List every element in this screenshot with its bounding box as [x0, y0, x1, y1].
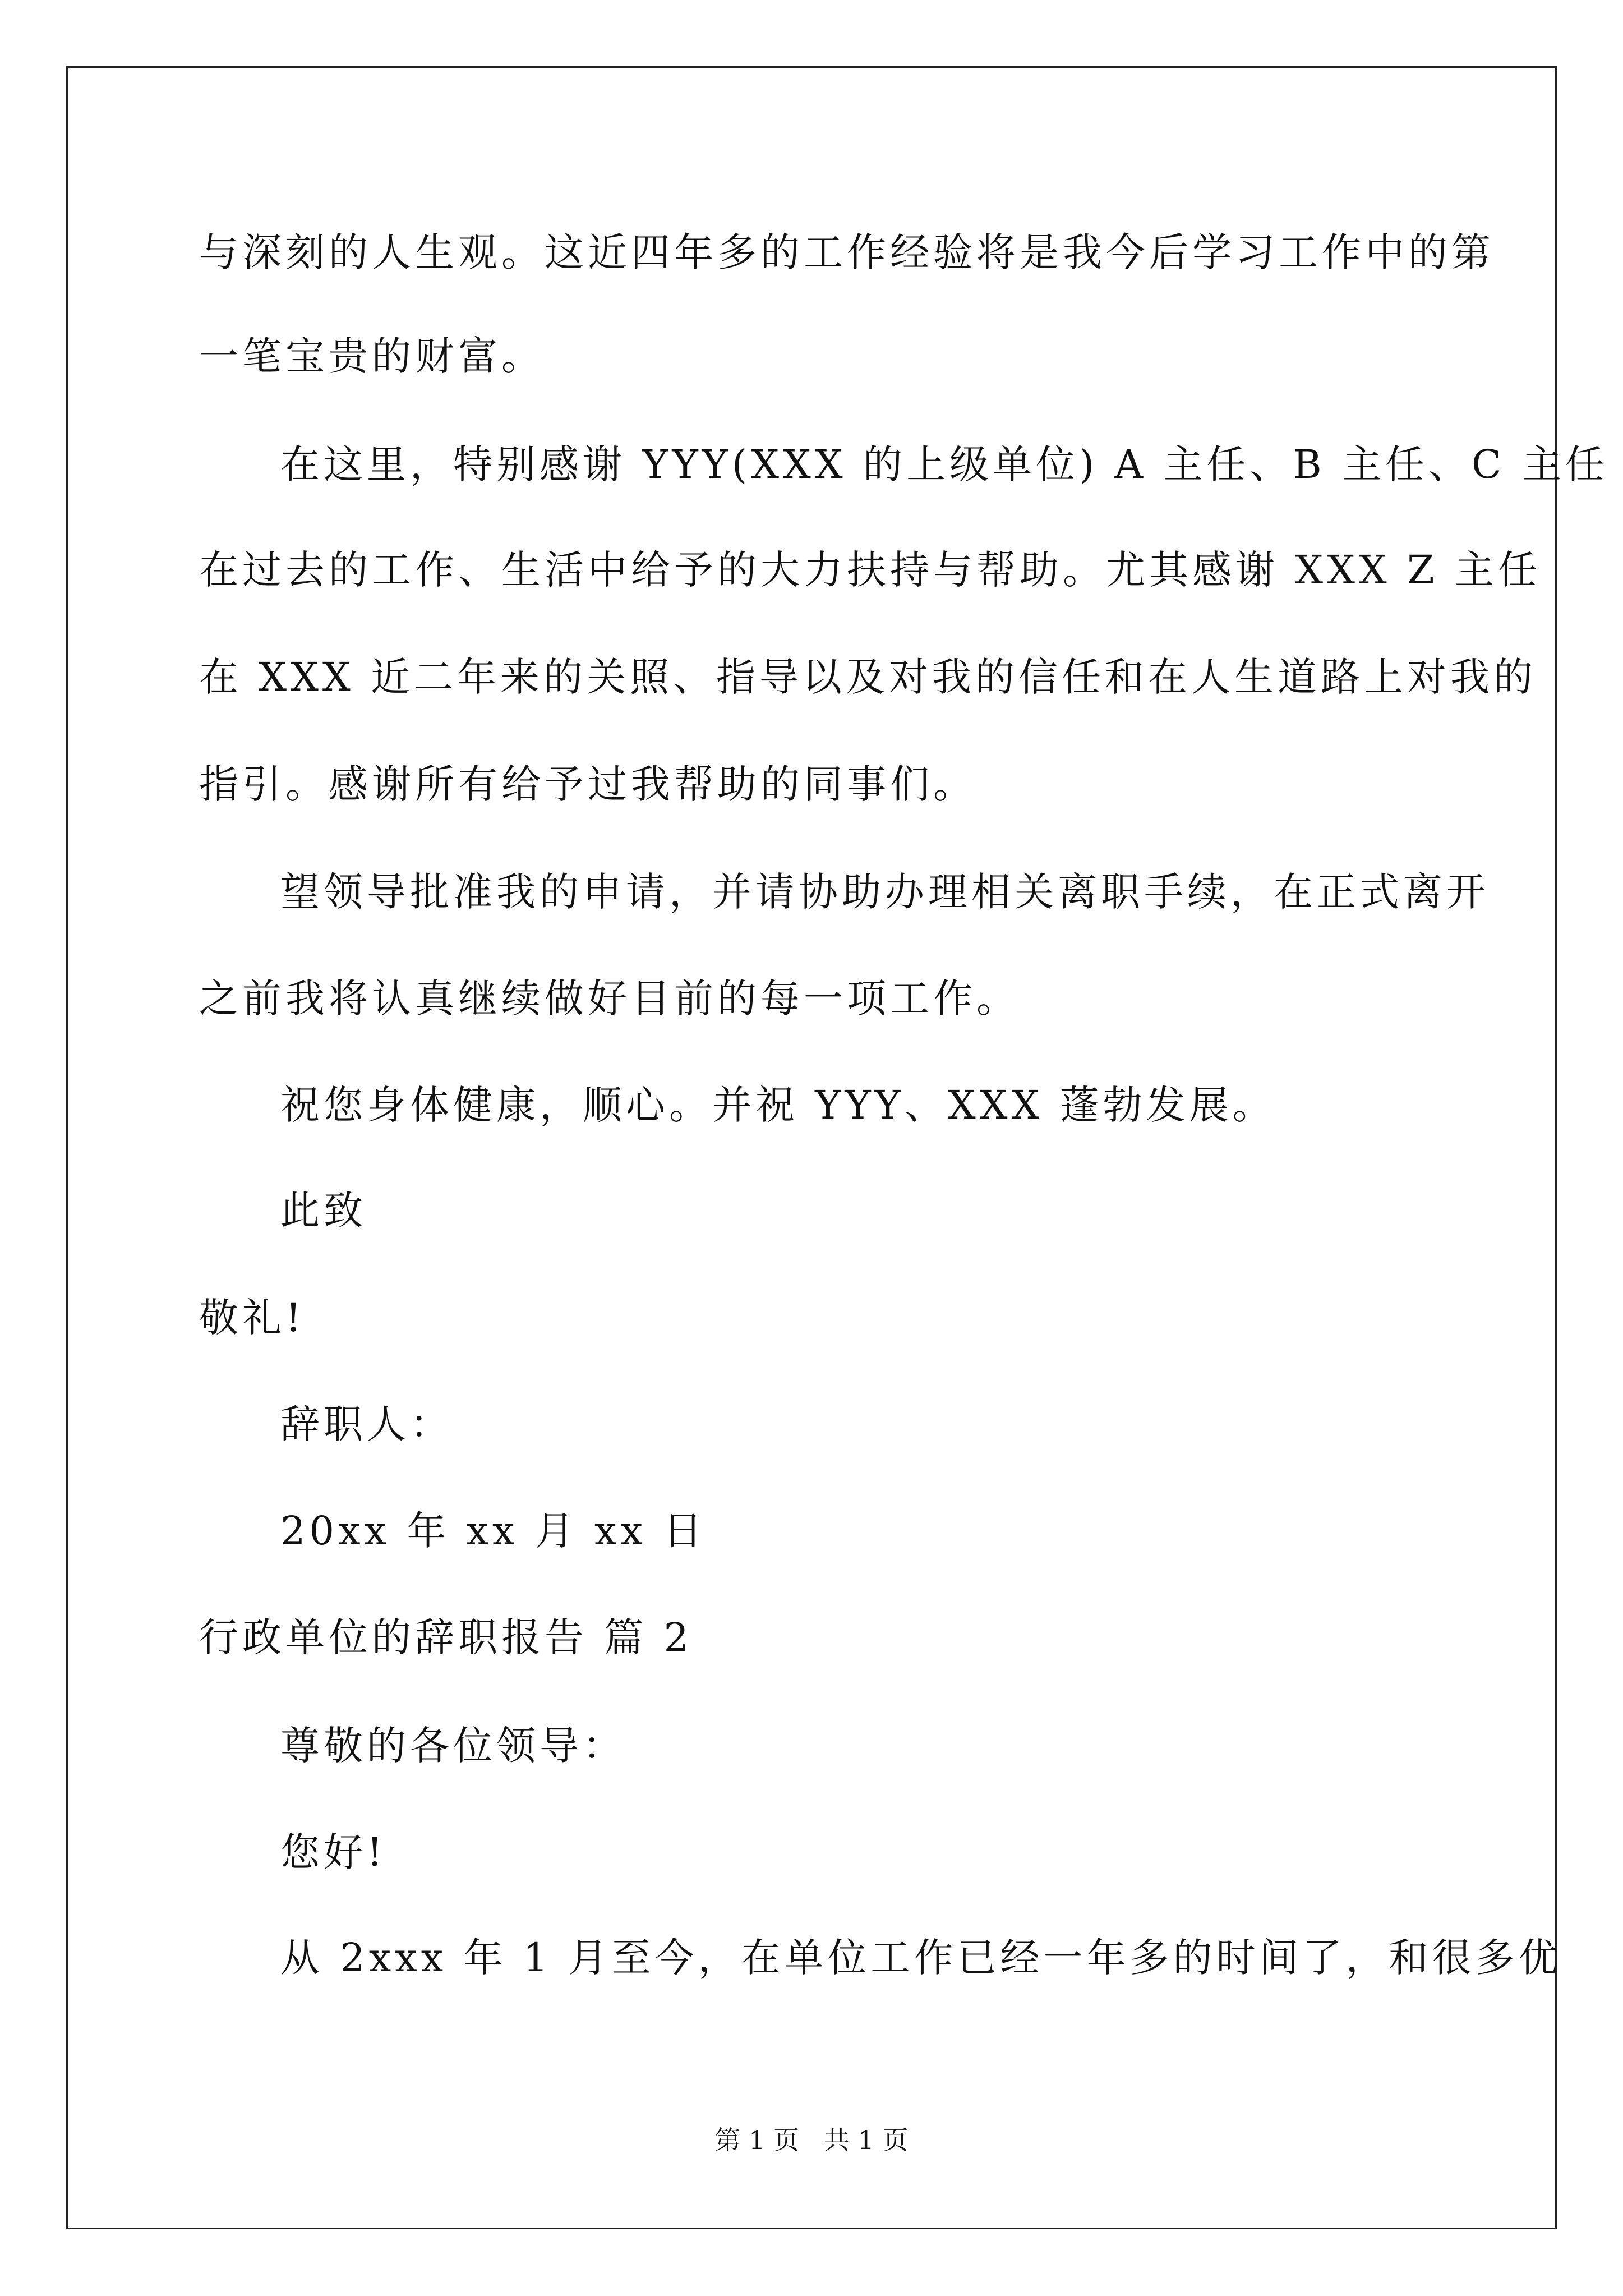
closing-salutation: 此致 [280, 1188, 367, 1234]
greeting-addressee: 尊敬的各位领导： [280, 1723, 626, 1769]
text-line-5: 在 XXX 近二年来的关照、指导以及对我的信任和在人生道路上对我的 [199, 654, 1537, 700]
text-line-6: 指引。感谢所有给予过我帮助的同事们。 [199, 761, 976, 807]
page-border [66, 66, 1557, 2229]
signature-date: 20xx 年 xx 月 xx 日 [280, 1508, 707, 1554]
text-line-4: 在过去的工作、生活中给予的大力扶持与帮助。尤其感谢 XXX Z 主任 [199, 547, 1541, 593]
text-line-3: 在这里，特别感谢 YYY(XXX 的上级单位) A 主任、B 主任、C 主任 [280, 441, 1608, 487]
page-number-footer: 第 1 页 共 1 页 [714, 2125, 909, 2155]
text-line-2: 一笔宝贵的财富。 [199, 333, 545, 379]
signer-label: 辞职人： [280, 1401, 453, 1447]
greeting-hello: 您好! [280, 1829, 387, 1875]
text-line-8: 之前我将认真继续做好目前的每一项工作。 [199, 976, 1020, 1022]
text-line-9: 祝您身体健康，顺心。并祝 YYY、XXX 蓬勃发展。 [280, 1082, 1276, 1128]
text-line-17: 从 2xxx 年 1 月至今，在单位工作已经一年多的时间了，和很多优 [280, 1935, 1562, 1981]
closing-respect: 敬礼! [199, 1295, 306, 1341]
text-line-7: 望领导批准我的申请，并请协助办理相关离职手续，在正式离开 [280, 869, 1490, 915]
text-line-1: 与深刻的人生观。这近四年多的工作经验将是我今后学习工作中的第 [199, 229, 1495, 275]
section-heading: 行政单位的辞职报告 篇 2 [199, 1614, 693, 1660]
